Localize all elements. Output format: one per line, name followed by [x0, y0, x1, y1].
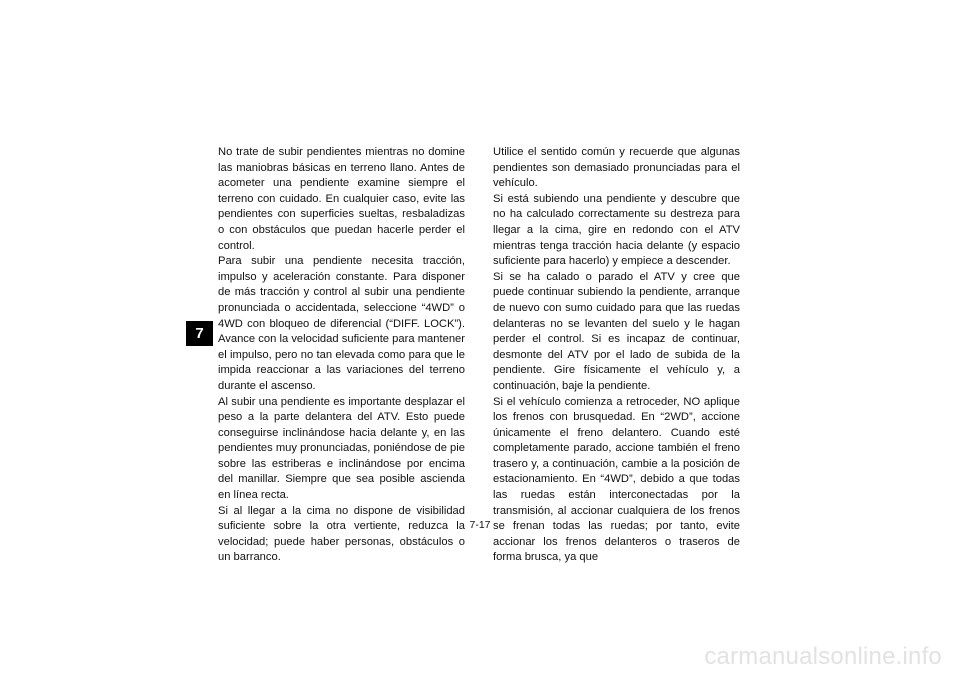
paragraph: Al subir una pendiente es importante desplazar el peso a la parte delantera del ATV. Esto puede conseguirse inclinándose hacia delante y, en las pendientes muy pronunciadas, poniéndose de pie sobre las estriberas e inclinándose por encima del manillar. Siempre que sea posible ascienda en línea recta. [218, 395, 465, 502]
chapter-tab: 7 [186, 321, 213, 346]
paragraph: Para subir una pendiente necesita tracción, impulso y aceleración constante. Para disponer de más tracción y control al subir una pendiente pronunciada o accidentada, seleccione “4WD” o 4WD con bloqueo de diferencial (“DIFF. LOCK”). Avance con la velocidad suficiente para mantener el impulso, pero no tan elevada como para que le impida reaccionar a las variaciones del terreno durante el ascenso. [218, 255, 465, 392]
paragraph: Si está subiendo una pendiente y descubre que no ha calculado correctamente su destreza para llegar a la cima, gire en redondo con el ATV mientras tenga tracción hacia delante (y espacio suficiente para hacerlo) y empiece a descender. [493, 192, 740, 268]
paragraph: Utilice el sentido común y recuerde que algunas pendientes son demasiado pronunciadas para el vehículo. [493, 146, 740, 190]
right-column [493, 145, 740, 566]
watermark: carmanualsonline.info [704, 643, 942, 670]
paragraph: No trate de subir pendientes mientras no domine las maniobras básicas en terreno llano. Antes de acometer una pendiente examine siempre el terreno con cuidado. En cualquier caso, evite las pendientes con superficies sueltas, resbaladizas o con obstáculos que puedan hacerle perder el control. [218, 146, 465, 252]
page-number: 7-17 [469, 519, 491, 531]
left-column [218, 145, 465, 566]
paragraph: Si al llegar a la cima no dispone de visibilidad suficiente sobre la otra vertiente, reduzca la velocidad; puede haber personas, obstáculos o un barranco. [218, 504, 465, 564]
paragraph: Si se ha calado o parado el ATV y cree que puede continuar subiendo la pendiente, arranque de nuevo con sumo cuidado para que las ruedas delanteras no se levanten del suelo y le hagan perder el control. Si es incapaz de continuar, desmonte del ATV por el lado de subida de la pendiente. Gire físicamente el vehículo y, a continuación, baje la pendiente. [493, 270, 740, 392]
paragraph: Si el vehículo comienza a retroceder, NO aplique los frenos con brusquedad. En “2WD”, accione únicamente el freno delantero. Cuando esté completamente parado, accione también el freno trasero y, a continuación, cambie a la posición de estacionamiento. En “4WD”, debido a que todas las ruedas están interconectadas por la transmisión, al accionar cualquiera de los frenos se frenan todas las ruedas; por tanto, evite accionar los frenos delanteros o traseros de forma brusca, ya que [493, 395, 740, 564]
